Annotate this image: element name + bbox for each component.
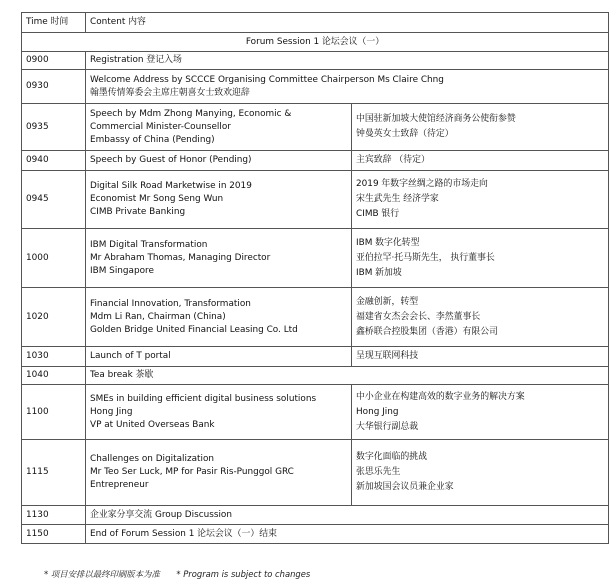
row-cn-line: 主宾致辞 （待定） xyxy=(356,155,430,165)
table-row xyxy=(22,440,609,506)
row-en-line: Financial Innovation, Transformation xyxy=(90,298,251,309)
table-row xyxy=(22,52,609,70)
table-row xyxy=(22,151,609,171)
table-row xyxy=(22,104,609,151)
row-en xyxy=(86,440,352,506)
table-row xyxy=(22,506,609,525)
row-en-line: Entrepreneur xyxy=(90,480,149,490)
row-en-line: Launch of T portal xyxy=(90,351,171,361)
row-en-line: Embassy of China (Pending) xyxy=(90,134,215,145)
row-text: 企业家分享交流 Group Discussion xyxy=(90,509,232,520)
row-en-line: VP at United Overseas Bank xyxy=(90,419,215,430)
row-cn-line: 金融创新，转型 xyxy=(356,296,419,307)
table-header xyxy=(22,13,609,33)
row-cn-line: Hong Jing xyxy=(356,406,399,417)
row-time: 1000 xyxy=(22,229,86,288)
row-time: 0935 xyxy=(22,104,86,151)
row-en-line: Mr Teo Ser Luck, MP for Pasir Ris-Punggol GRC xyxy=(90,467,294,477)
row-text: 翰墨传情筹委会主席庄朝喜女士致欢迎辞 xyxy=(90,87,250,98)
row-en-line: Hong Jing xyxy=(90,406,133,417)
row-en xyxy=(86,229,352,288)
row-en-line: Economist Mr Song Seng Wun xyxy=(90,194,224,204)
row-content xyxy=(86,525,609,544)
table-row xyxy=(22,171,609,229)
row-cn xyxy=(352,229,609,288)
row-en-line: Speech by Mdm Zhong Manying, Economic & xyxy=(90,108,292,119)
row-cn-line: 张思乐先生 xyxy=(356,467,401,477)
row-cn-line: 亚伯拉罕·托马斯先生， 执行董事长 xyxy=(356,252,495,263)
row-en-line: Digital Silk Road Marketwise in 2019 xyxy=(90,181,252,191)
table-row xyxy=(22,347,609,367)
row-cn-line: 2019 年数字丝绸之路的市场走向 xyxy=(356,179,488,189)
header-time: Time 时间 xyxy=(22,13,86,33)
row-time: 0900 xyxy=(22,52,86,70)
row-cn-line: 数字化面临的挑战 xyxy=(356,452,427,462)
row-text: Tea break 茶歇 xyxy=(90,370,154,380)
row-cn-line: 钟曼英女士致辞（待定） xyxy=(356,129,454,139)
row-content xyxy=(86,367,609,385)
row-time: 0940 xyxy=(22,151,86,171)
row-cn xyxy=(352,104,609,151)
table-row xyxy=(22,229,609,288)
row-cn-line: IBM 新加坡 xyxy=(356,267,402,278)
row-en-line: Golden Bridge United Financial Leasing Co. Ltd xyxy=(90,324,298,335)
row-cn xyxy=(352,288,609,347)
row-cn-line: 鑫桥联合控股集团（香港）有限公司 xyxy=(356,326,498,337)
row-time: 1030 xyxy=(22,347,86,367)
row-en-line: Challenges on Digitalization xyxy=(90,454,215,464)
row-cn xyxy=(352,347,609,367)
row-text: End of Forum Session 1 论坛会议（一）结束 xyxy=(90,528,278,539)
row-en-line: Speech by Guest of Honor (Pending) xyxy=(90,155,252,165)
row-time: 1150 xyxy=(22,525,86,544)
row-cn xyxy=(352,171,609,229)
row-cn xyxy=(352,385,609,440)
row-cn-line: 大华银行副总裁 xyxy=(356,421,419,432)
row-en xyxy=(86,104,352,151)
row-en-line: IBM Digital Transformation xyxy=(90,239,208,250)
table-row xyxy=(22,367,609,385)
table-row xyxy=(22,525,609,544)
row-cn xyxy=(352,440,609,506)
row-time: 1130 xyxy=(22,506,86,525)
row-cn-line: 福建省女杰会会长、李然董事长 xyxy=(356,311,481,322)
row-cn-line: 呈现互联网科技 xyxy=(356,351,419,361)
row-content xyxy=(86,52,609,70)
row-content xyxy=(86,506,609,525)
table-row xyxy=(22,385,609,440)
row-cn-line: CIMB 银行 xyxy=(356,209,400,219)
footnote xyxy=(44,568,324,580)
row-en xyxy=(86,385,352,440)
row-en-line: Mr Abraham Thomas, Managing Director xyxy=(90,252,271,263)
row-time: 1115 xyxy=(22,440,86,506)
row-cn xyxy=(352,151,609,171)
row-cn-line: IBM 数字化转型 xyxy=(356,237,420,248)
row-time: 0930 xyxy=(22,70,86,104)
row-time: 0945 xyxy=(22,171,86,229)
row-content xyxy=(86,70,609,104)
footnote-en: * Program is subject to changes xyxy=(176,569,311,579)
session-title: Forum Session 1 论坛会议（一） xyxy=(22,33,609,52)
row-en-line: Commercial Minister-Counsellor xyxy=(90,121,231,132)
row-text: Welcome Address by SCCCE Organising Committee Chairperson Ms Claire Chng xyxy=(90,74,444,85)
table-row xyxy=(22,70,609,104)
footnote-cn: * 项目安排以最终印刷版本为准 xyxy=(44,569,160,579)
row-en xyxy=(86,171,352,229)
header-content: Content 内容 xyxy=(86,13,609,33)
row-en-line: Mdm Li Ran, Chairman (China) xyxy=(90,311,226,322)
row-en xyxy=(86,288,352,347)
row-cn-line: 新加坡国会议员兼企业家 xyxy=(356,482,454,492)
row-time: 1040 xyxy=(22,367,86,385)
agenda-table xyxy=(21,12,609,544)
row-en xyxy=(86,151,352,171)
session-row xyxy=(22,33,609,52)
row-en-line: CIMB Private Banking xyxy=(90,207,186,217)
row-time: 1100 xyxy=(22,385,86,440)
row-en-line: IBM Singapore xyxy=(90,265,154,276)
row-time: 1020 xyxy=(22,288,86,347)
row-text: Registration 登记入场 xyxy=(90,55,182,65)
table-row xyxy=(22,288,609,347)
row-en-line: SMEs in building efficient digital business solutions xyxy=(90,393,317,404)
row-cn-line: 中国驻新加坡大使馆经济商务公使衔参赞 xyxy=(356,114,516,124)
row-en xyxy=(86,347,352,367)
row-cn-line: 宋生武先生 经济学家 xyxy=(356,194,439,204)
row-cn-line: 中小企业在构建高效的数字业务的解决方案 xyxy=(356,391,525,402)
